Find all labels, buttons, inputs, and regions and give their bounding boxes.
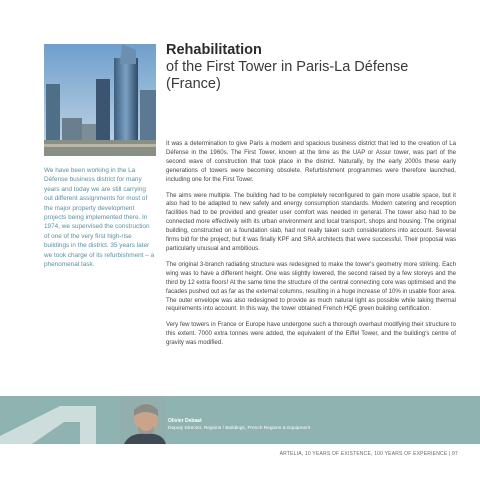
caption-role: Deputy Director, Regions / Buildings, French Regions & Equipment [168,426,311,431]
body-paragraph: The original 3-branch radiating structure was redesigned to make the tower's geometry more striking. Each wing was to have a different height. One was slightly lowered, the second raised by a few storeys and the third by 12 extra floors! At the same time the structure of the central connecting core was optimised and the facades pushed out as far as the external columns, resulting in a huge increase of 10% in usable floor area. The outer envelope was also redesigned to provide as much natural light as possible while taking thermal requirements into account. In this way, the tower obtained French HQE green building certification. [166,260,456,313]
page-title: Rehabilitation [166,42,262,58]
body-paragraph: It was a determination to give Paris a modern and spacious business district that led to the creation of La Défense in the 1960s. The First Tower, known at the time as the UAP or Assur tower, was part of the second wave of construction that took place in the district. Naturally, by the early 2000s these early generations of towers were becoming obsolete. Refurbishment programmes were therefore launched, including one for the First Tower. [166,140,456,183]
skyline-photo [44,44,156,156]
page-subtitle-line2: (France) [166,76,221,92]
page-subtitle-line1: of the First Tower in Paris-La Défense [166,59,409,75]
body-paragraph: The aims were multiple. The building had to be completely reconfigured to gain more usable space, but it also had to be adapted to new safety and energy consumption standards. Modern catering and reception facilities had to be provided and greater user comfort was needed in general. The tower also had to be connected more effectively with its urban environment and local transport, shops and housing. The original building, constructed on a foundation slab, had not really taken such considerations into account. Several firms bid for the project, but it was finally KPF and SRA architects that were successful. Their proposal was particularly unusual and ambitious. [166,191,456,252]
title-block [166,42,456,93]
artelia-logo-mark [0,396,120,449]
caption-name: Olivier Debaat [168,418,202,424]
article-body [166,140,456,355]
page-footer: ARTELIA, 10 YEARS OF EXISTENCE, 100 YEARS OF EXPERIENCE | 97 [279,451,458,457]
body-paragraph: Very few towers in France or Europe have undergone such a thorough overhaul modifying their structure to this extent. 7000 extra tonnes were added, the equivalent of the Eiffel Tower, and the building's centre of gravity was modified. [166,321,456,347]
portrait-photo [120,396,166,444]
photo-caption [168,418,458,432]
sidebar-quote: We have been working in the La Défense business district for many years and today we are still carrying out different assignments for most of the major property development projects being implemented there. In 1974, we supervised the construction of one of the very first high-rise buildings in the district. 35 years later we took charge of its refurbishment – a phenomenal task. [44,167,155,269]
